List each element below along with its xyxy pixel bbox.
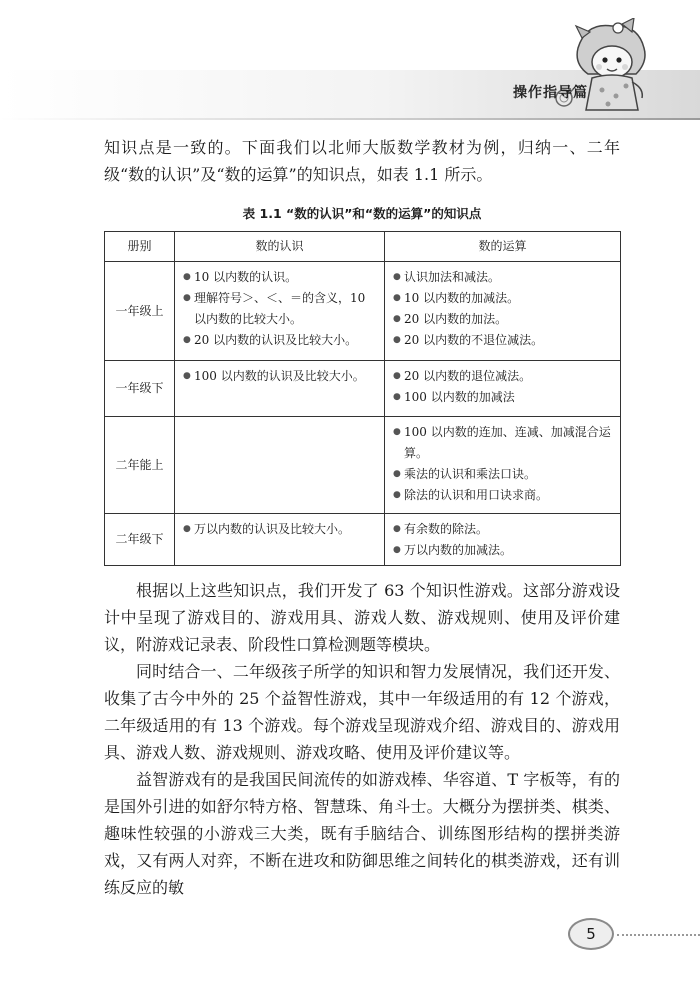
operation-cell: [385, 417, 621, 514]
operation-cell: [385, 262, 621, 361]
bullet-dot-icon: ●: [393, 314, 401, 324]
operation-cell: [385, 361, 621, 417]
bullet-dot-icon: ●: [393, 293, 401, 303]
bullet-dot-icon: ●: [393, 524, 401, 534]
list-item: ● 除法的认识和用口诀求商。: [393, 485, 614, 506]
grade-cell: 一年级下: [105, 361, 175, 417]
section-title: 操作指导篇: [513, 85, 588, 101]
operation-cell: [385, 514, 621, 566]
list-item: ● 认识加法和减法。: [393, 267, 614, 288]
recognition-cell: [175, 417, 385, 514]
table-row: [105, 262, 621, 361]
bullet-dot-icon: ●: [183, 524, 191, 534]
bullet-dot-icon: ●: [393, 392, 401, 402]
grade-cell: 一年级上: [105, 262, 175, 361]
page-number-badge: [568, 918, 614, 950]
bullet-dot-icon: ●: [393, 427, 401, 437]
table-row: [105, 417, 621, 514]
column-header-recognition: 数的认识: [175, 232, 385, 262]
list-item: ● 有余数的除法。: [393, 519, 614, 540]
recognition-cell: [175, 262, 385, 361]
list-item: ● 乘法的认识和乘法口诀。: [393, 464, 614, 485]
table-row: [105, 361, 621, 417]
grade-cell: 二年能上: [105, 417, 175, 514]
bullet-dot-icon: ●: [183, 272, 191, 282]
bullet-dot-icon: ●: [183, 293, 191, 303]
list-item: ● 100 以内数的认识及比较大小。: [183, 366, 378, 387]
list-item: ● 20 以内数的退位减法。: [393, 366, 614, 387]
table-caption: 表 1.1 “数的认识”和“数的运算”的知识点: [242, 206, 482, 221]
bullet-dot-icon: ●: [183, 335, 191, 345]
list-item: ● 100 以内数的加减法: [393, 387, 614, 408]
list-item: ● 万以内数的认识及比较大小。: [183, 519, 378, 540]
column-header-operation: 数的运算: [385, 232, 621, 262]
bullet-dot-icon: ●: [393, 272, 401, 282]
list-item: ● 10 以内数的认识。: [183, 267, 378, 288]
body-paragraph: 根据以上这些知识点，我们开发了 63 个知识性游戏。这部分游戏设计中呈现了游戏目的、游戏用具、游戏人数、游戏规则、使用及评价建议，附游戏记录表、阶段性口算检测题等模块。: [104, 581, 620, 654]
bullet-dot-icon: ●: [393, 545, 401, 555]
recognition-cell: [175, 361, 385, 417]
table-row: [105, 514, 621, 566]
body-paragraph: 同时结合一、二年级孩子所学的知识和智力发展情况，我们还开发、收集了古今中外的 25 个益智性游戏，其中一年级适用的有 12 个游戏，二年级适用的有 13 个游戏。每个游戏呈现游戏介绍、游戏目的、游戏用具、游戏人数、游戏规则、游戏攻略、使用及评价建议等。: [104, 662, 620, 762]
bullet-dot-icon: ●: [393, 469, 401, 479]
list-item: ● 10 以内数的加减法。: [393, 288, 614, 309]
list-item: ● 20 以内数的加法。: [393, 309, 614, 330]
table-header-row: [105, 232, 621, 262]
list-item: ● 20 以内数的不退位减法。: [393, 330, 614, 351]
footer-dotted-line: [617, 934, 700, 936]
list-item: ● 100 以内数的连加、连减、加减混合运算。: [393, 422, 614, 464]
bullet-dot-icon: ●: [393, 490, 401, 500]
page-number: 5: [568, 918, 614, 950]
list-item: ● 20 以内数的认识及比较大小。: [183, 330, 378, 351]
grade-cell: 二年级下: [105, 514, 175, 566]
body-paragraph: 益智游戏有的是我国民间流传的如游戏棒、华容道、T 字板等，有的是国外引进的如舒尔特方格、智慧珠、角斗士。大概分为摆拼类、棋类、趣味性较强的小游戏三大类，既有手脑结合、训练图形结构的摆拼类游戏，又有两人对弈，不断在进攻和防御思维之间转化的棋类游戏，还有训练反应的敏: [104, 770, 620, 897]
knowledge-table: [104, 231, 621, 566]
list-item: ● 理解符号＞、＜、＝的含义，10 以内数的比较大小。: [183, 288, 378, 330]
list-item: ● 万以内数的加减法。: [393, 540, 614, 561]
bullet-dot-icon: ●: [393, 371, 401, 381]
bullet-dot-icon: ●: [183, 371, 191, 381]
recognition-cell: [175, 514, 385, 566]
column-header-grade: 册别: [105, 232, 175, 262]
intro-paragraph: 知识点是一致的。下面我们以北师大版数学教材为例，归纳一、二年级“数的认识”及“数的运算”的知识点，如表 1.1 所示。: [104, 138, 620, 184]
bullet-dot-icon: ●: [393, 335, 401, 345]
